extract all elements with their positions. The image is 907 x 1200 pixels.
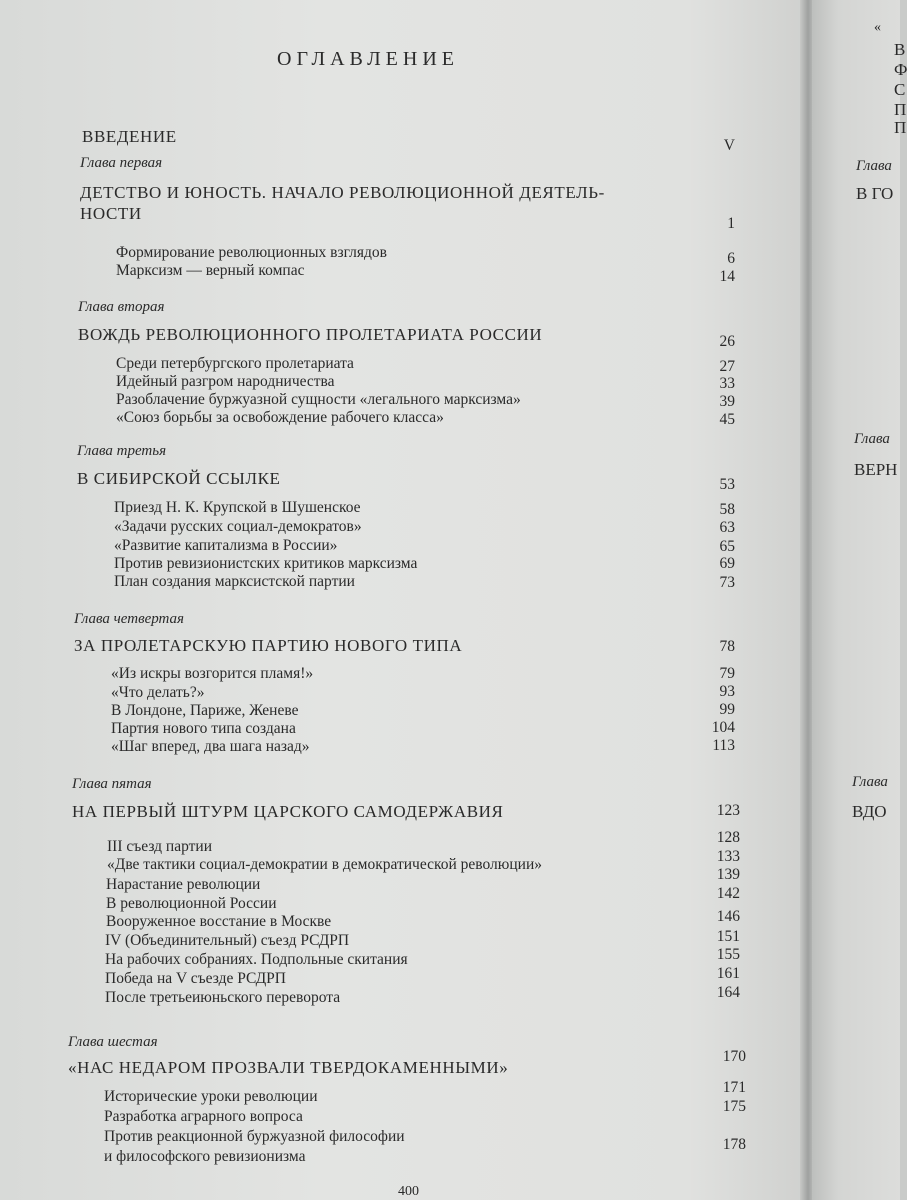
right-page-glava: Глава [852,774,888,790]
toc-item-page: 69 [719,555,735,572]
toc-item-page: 155 [716,946,740,963]
right-page-title: ВЕРН [854,460,898,479]
toc-item: Разработка аграрного вопроса [104,1108,303,1125]
chapter-3-page: 53 [719,476,735,493]
right-page-text: П [894,100,907,119]
chapter-3-title: В СИБИРСКОЙ ССЫЛКЕ [77,469,281,488]
toc-item: Марксизм — верный компас [116,262,305,279]
chapter-5-label: Глава пятая [72,776,152,792]
right-page-glava: Глава [854,431,890,447]
toc-item-page: 142 [716,885,740,902]
intro-title: ВВЕДЕНИЕ [82,127,177,146]
right-page-text: П [894,118,907,137]
chapter-2-page: 26 [719,333,735,350]
toc-item-page: 79 [719,665,735,682]
toc-item-page: 93 [719,683,735,700]
toc-item: Разоблачение буржуазной сущности «легального марксизма» [116,391,521,408]
toc-item-page: 113 [712,737,735,754]
intro-page: V [723,137,735,154]
toc-item: Против реакционной буржуазной философии [104,1128,405,1145]
chapter-2-label: Глава вторая [78,299,165,315]
toc-item: Победа на V съезде РСДРП [105,970,286,987]
toc-item-page: 175 [722,1098,746,1115]
toc-item: После третьеиюньского переворота [105,989,341,1006]
toc-item-page: 27 [719,358,735,375]
toc-item: В Лондоне, Париже, Женеве [111,702,299,719]
toc-item-page: 58 [719,501,735,518]
chapter-3-label: Глава третья [77,443,167,459]
chapter-6-label: Глава шестая [68,1034,158,1050]
toc-item: Вооруженное восстание в Москве [106,913,332,930]
chapter-5-title: НА ПЕРВЫЙ ШТУРМ ЦАРСКОГО САМОДЕРЖАВИЯ [72,802,504,821]
right-page-text: « [874,20,881,35]
toc-item-page: 164 [716,984,740,1001]
chapter-1-title-cont: НОСТИ [80,204,142,223]
toc-item: В революционной России [106,895,277,912]
toc-item-page: 73 [719,574,735,591]
right-page-glava: Глава [856,158,892,174]
toc-item-page: 14 [719,268,735,285]
chapter-6-page: 170 [722,1048,746,1065]
toc-item: III съезд партии [107,838,213,855]
right-page-text: С [894,80,906,99]
chapter-2-title: ВОЖДЬ РЕВОЛЮЦИОННОГО ПРОЛЕТАРИАТА РОССИИ [78,325,543,344]
toc-item-page: 99 [719,701,735,718]
right-page-text: В [894,40,906,59]
toc-item-page: 63 [719,519,735,536]
chapter-4-page: 78 [719,638,735,655]
chapter-4-title: ЗА ПРОЛЕТАРСКУЮ ПАРТИЮ НОВОГО ТИПА [74,636,463,655]
toc-item: План создания марксистской партии [114,573,355,590]
toc-item-page: 6 [727,250,735,267]
toc-item: и философского ревизионизма [104,1148,306,1165]
toc-item: IV (Объединительный) съезд РСДРП [105,932,350,949]
toc-item-page: 39 [719,393,735,410]
toc-item: «Задачи русских социал-демократов» [114,518,362,535]
toc-item: «Из искры возгорится пламя!» [111,665,314,682]
toc-item-page: 65 [719,538,735,555]
chapter-5-page: 123 [716,802,740,819]
toc-item-page: 33 [719,375,735,392]
toc-item: Среди петербургского пролетариата [116,355,354,372]
toc-item-page: 104 [711,719,735,736]
toc-item: «Две тактики социал-демократии в демократической революции» [107,856,542,873]
toc-item: На рабочих собраниях. Подпольные скитания [105,951,408,968]
toc-item-page: 133 [716,848,740,865]
page-number: 400 [398,1184,419,1199]
toc-item-page: 45 [719,411,735,428]
right-page-text: Ф [894,60,907,79]
chapter-1-page: 1 [727,215,735,232]
toc-item-page: 151 [716,928,740,945]
toc-item: «Шаг вперед, два шага назад» [111,738,310,755]
chapter-4-label: Глава четвертая [74,611,185,627]
toc-item: Идейный разгром народничества [116,373,335,390]
toc-item: Против ревизионистских критиков марксизма [114,555,418,572]
toc-item: Формирование революционных взглядов [116,244,387,261]
toc-item: «Развитие капитализма в России» [114,537,338,554]
page-title: ОГЛАВЛЕНИЕ [277,48,459,70]
toc-item-page: 178 [722,1136,746,1153]
chapter-1-title: ДЕТСТВО И ЮНОСТЬ. НАЧАЛО РЕВОЛЮЦИОННОЙ ДЕЯТЕЛЬ- [80,183,605,202]
toc-item: «Что делать?» [111,684,205,701]
toc-item: Партия нового типа создана [111,720,296,737]
right-page-title: ВДО [852,802,887,821]
toc-item: Исторические уроки революции [104,1088,318,1105]
toc-item-page: 171 [722,1079,746,1096]
toc-item: Нарастание революции [106,876,261,893]
right-page-edge [812,0,907,1200]
toc-item-page: 128 [716,829,740,846]
toc-item: Приезд Н. К. Крупской в Шушенское [114,499,361,516]
toc-item-page: 139 [716,866,740,883]
toc-item: «Союз борьбы за освобождение рабочего класса» [116,409,444,426]
toc-item-page: 146 [716,908,740,925]
chapter-1-label: Глава первая [80,155,163,171]
toc-item-page: 161 [716,965,740,982]
right-page-title: В ГО [856,184,894,203]
chapter-6-title: «НАС НЕДАРОМ ПРОЗВАЛИ ТВЕРДОКАМЕННЫМИ» [68,1058,509,1077]
